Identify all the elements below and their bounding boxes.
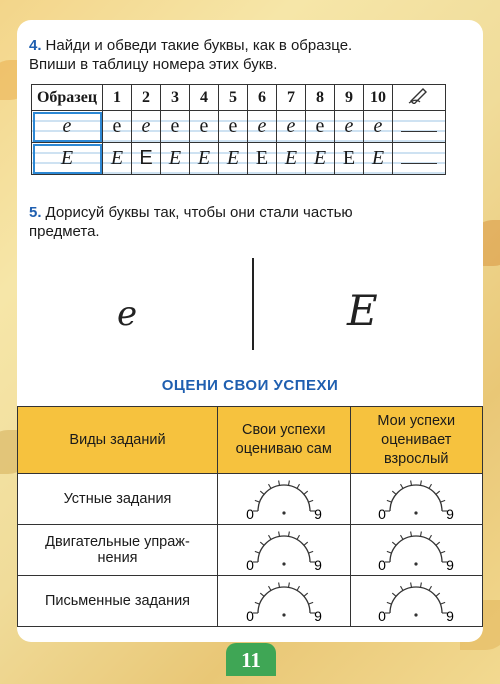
gauge-tick bbox=[278, 582, 279, 587]
gauge-max-label: 9 bbox=[446, 608, 455, 623]
header-sample: Образец bbox=[32, 85, 103, 111]
pencil-icon bbox=[393, 85, 446, 111]
letter-cell[interactable]: e bbox=[161, 111, 190, 143]
gauge-tick bbox=[297, 586, 300, 590]
adult-gauge-cell[interactable] bbox=[350, 474, 483, 525]
header-number: 1 bbox=[103, 85, 132, 111]
letter-cell[interactable]: e bbox=[364, 111, 393, 143]
task5-line2: предмета. bbox=[29, 223, 100, 240]
gauge-center bbox=[415, 562, 418, 565]
self-gauge-cell[interactable] bbox=[218, 474, 351, 525]
letter-cell[interactable]: E bbox=[219, 143, 248, 175]
assessment-header-row bbox=[18, 407, 483, 474]
gauge-tick bbox=[411, 531, 412, 536]
gauge-tick bbox=[411, 480, 412, 485]
gauge-tick bbox=[304, 593, 308, 596]
gauge-max-label: 9 bbox=[313, 608, 322, 623]
header-number: 3 bbox=[161, 85, 190, 111]
gauge-max-label: 9 bbox=[446, 506, 455, 521]
row-label: Двигательные упраж- нения bbox=[18, 525, 218, 576]
header-number: 5 bbox=[219, 85, 248, 111]
gauge-tick bbox=[401, 535, 404, 539]
gauge-arc bbox=[390, 536, 442, 562]
gauge-tick bbox=[288, 531, 289, 536]
gauge-tick bbox=[297, 484, 300, 488]
sample-letter: e bbox=[32, 111, 103, 143]
task4-line2: Впиши в таблицу номера этих букв. bbox=[29, 56, 278, 73]
assessment-row bbox=[18, 576, 483, 627]
page-number: 11 bbox=[226, 643, 276, 676]
letter-cell[interactable]: E bbox=[306, 143, 335, 175]
gauge-arc bbox=[390, 485, 442, 511]
assessment-title: ОЦЕНИ СВОИ УСПЕХИ bbox=[161, 377, 339, 394]
header-task-types: Виды заданий bbox=[18, 407, 218, 474]
gauge-tick bbox=[297, 535, 300, 539]
gauge-icon[interactable] bbox=[366, 579, 466, 623]
gauge-center bbox=[415, 613, 418, 616]
gauge-tick bbox=[429, 535, 432, 539]
gauge-tick bbox=[255, 500, 260, 502]
adult-gauge-cell[interactable] bbox=[350, 576, 483, 627]
gauge-max-label: 9 bbox=[313, 557, 322, 572]
gauge-tick bbox=[268, 484, 271, 488]
gauge-tick bbox=[421, 531, 422, 536]
gauge-tick bbox=[441, 551, 446, 553]
gauge-tick bbox=[393, 542, 397, 545]
gauge-tick bbox=[429, 586, 432, 590]
gauge-tick bbox=[255, 602, 260, 604]
gauge-tick bbox=[429, 484, 432, 488]
gauge-icon[interactable] bbox=[234, 579, 334, 623]
letter-cell[interactable]: E bbox=[132, 143, 161, 175]
letter-cell[interactable]: E bbox=[335, 143, 364, 175]
gauge-tick bbox=[288, 480, 289, 485]
header-number: 2 bbox=[132, 85, 161, 111]
assessment-table bbox=[17, 406, 483, 627]
assessment-row bbox=[18, 474, 483, 525]
header-number: 6 bbox=[248, 85, 277, 111]
gauge-tick bbox=[255, 551, 260, 553]
gauge-center bbox=[282, 562, 285, 565]
header-number: 10 bbox=[364, 85, 393, 111]
gauge-tick bbox=[421, 582, 422, 587]
gauge-tick bbox=[401, 586, 404, 590]
gauge-tick bbox=[393, 593, 397, 596]
gauge-tick bbox=[436, 593, 440, 596]
gauge-max-label: 9 bbox=[313, 506, 322, 521]
letter-cell[interactable]: E bbox=[190, 143, 219, 175]
header-number: 4 bbox=[190, 85, 219, 111]
header-number: 8 bbox=[306, 85, 335, 111]
gauge-min-label: 0 bbox=[378, 557, 387, 572]
gauge-tick bbox=[304, 491, 308, 494]
workbook-page bbox=[17, 20, 483, 642]
sample-letter: E bbox=[32, 143, 103, 175]
gauge-tick bbox=[441, 500, 446, 502]
task5-number: 5. bbox=[29, 204, 42, 221]
header-adult-assessment: Мои успехи оценивает взрослый bbox=[350, 407, 483, 474]
gauge-center bbox=[415, 511, 418, 514]
letter-cell[interactable]: E bbox=[277, 143, 306, 175]
drawing-letter-left: e bbox=[117, 294, 138, 334]
gauge-min-label: 0 bbox=[245, 608, 254, 623]
gauge-min-label: 0 bbox=[245, 506, 254, 521]
gauge-min-label: 0 bbox=[378, 506, 387, 521]
gauge-icon[interactable] bbox=[366, 528, 466, 572]
gauge-tick bbox=[260, 491, 264, 494]
row-label: Письменные задания bbox=[18, 576, 218, 627]
gauge-max-label: 9 bbox=[446, 557, 455, 572]
gauge-icon[interactable] bbox=[234, 477, 334, 521]
gauge-tick bbox=[436, 542, 440, 545]
letter-cell[interactable]: E bbox=[103, 143, 132, 175]
header-self-assessment: Свои успехи оцениваю сам bbox=[218, 407, 351, 474]
gauge-min-label: 0 bbox=[378, 608, 387, 623]
gauge-arc bbox=[258, 536, 310, 562]
letters-table bbox=[31, 84, 446, 175]
letter-cell[interactable]: E bbox=[364, 143, 393, 175]
task4-number: 4. bbox=[29, 37, 42, 54]
gauge-tick bbox=[393, 491, 397, 494]
assessment-row bbox=[18, 525, 483, 576]
letter-cell[interactable]: e bbox=[248, 111, 277, 143]
drawing-letter-right: E bbox=[347, 286, 378, 335]
gauge-arc bbox=[258, 587, 310, 613]
gauge-tick bbox=[278, 531, 279, 536]
gauge-tick bbox=[411, 582, 412, 587]
adult-gauge-cell[interactable] bbox=[350, 525, 483, 576]
gauge-tick bbox=[304, 542, 308, 545]
gauge-tick bbox=[260, 593, 264, 596]
letter-cell[interactable]: e bbox=[277, 111, 306, 143]
gauge-tick bbox=[421, 480, 422, 485]
gauge-tick bbox=[441, 602, 446, 604]
answer-blank[interactable] bbox=[393, 143, 446, 175]
gauge-tick bbox=[308, 551, 313, 553]
gauge-tick bbox=[308, 602, 313, 604]
gauge-tick bbox=[401, 484, 404, 488]
drawing-area[interactable] bbox=[47, 258, 457, 368]
header-number: 9 bbox=[335, 85, 364, 111]
row-label: Устные задания bbox=[18, 474, 218, 525]
self-gauge-cell[interactable] bbox=[218, 525, 351, 576]
divider-line bbox=[252, 258, 254, 350]
gauge-tick bbox=[387, 500, 392, 502]
letter-cell[interactable]: e bbox=[103, 111, 132, 143]
letter-cell[interactable]: e bbox=[132, 111, 161, 143]
letter-cell[interactable]: E bbox=[248, 143, 277, 175]
self-gauge-cell[interactable] bbox=[218, 576, 351, 627]
answer-blank[interactable] bbox=[393, 111, 446, 143]
gauge-min-label: 0 bbox=[245, 557, 254, 572]
gauge-tick bbox=[288, 582, 289, 587]
header-number: 7 bbox=[277, 85, 306, 111]
gauge-tick bbox=[387, 551, 392, 553]
task4-line1: 4. Найди и обведи такие буквы, как в образце. bbox=[29, 37, 353, 54]
letters-header-row bbox=[32, 85, 446, 111]
gauge-tick bbox=[268, 535, 271, 539]
gauge-arc bbox=[258, 485, 310, 511]
gauge-tick bbox=[436, 491, 440, 494]
letter-cell[interactable]: e bbox=[306, 111, 335, 143]
gauge-icon[interactable] bbox=[366, 477, 466, 521]
gauge-tick bbox=[387, 602, 392, 604]
gauge-tick bbox=[268, 586, 271, 590]
gauge-center bbox=[282, 613, 285, 616]
gauge-arc bbox=[390, 587, 442, 613]
gauge-icon[interactable] bbox=[234, 528, 334, 572]
gauge-tick bbox=[278, 480, 279, 485]
letter-cell[interactable]: e bbox=[190, 111, 219, 143]
letter-cell[interactable]: e bbox=[335, 111, 364, 143]
letters-row-lowercase bbox=[32, 111, 446, 143]
task5-line1: 5. Дорисуй буквы так, чтобы они стали частью bbox=[29, 204, 353, 221]
letter-cell[interactable]: E bbox=[161, 143, 190, 175]
gauge-center bbox=[282, 511, 285, 514]
letters-row-uppercase bbox=[32, 143, 446, 175]
gauge-tick bbox=[308, 500, 313, 502]
gauge-tick bbox=[260, 542, 264, 545]
letter-cell[interactable]: e bbox=[219, 111, 248, 143]
